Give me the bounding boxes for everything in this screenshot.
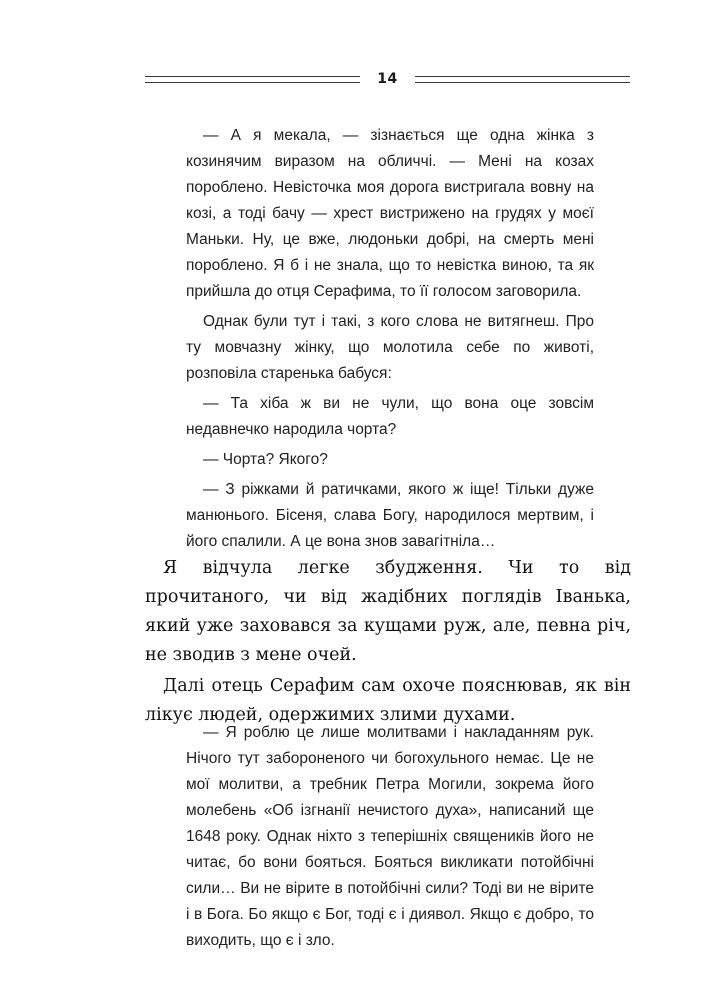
quote1-paragraph-3: — Та хіба ж ви не чули, що вона оце зовсім недавнечко народила чорта? xyxy=(186,395,594,438)
main-paragraph-2: Далі отець Серафим сам охоче пояснював, як він лікує людей, одержимих злими духами. xyxy=(145,676,631,725)
quote2-paragraph-1: — Я роблю це лише молитвами і накладанням рук. Нічого тут забороненого чи богохульного немає. Це не мої молитви, а требник Петра Могили, зокрема його молебень «Об ізгнанії нечистого духа», написаний ще 1648 року. Однак ніхто з теперішніх священиків його не читає, бо вони бояться. Бояться викликати потойбічні сили… Ви не вірите в потойбічні сили? Тоді ви не вірите і в Бога. Бо якщо є Бог, тоді є і диявол. Якщо є добро, то виходить, що є і зло. xyxy=(186,724,594,949)
quote1-paragraph-2: Однак були тут і такі, з кого слова не витягнеш. Про ту мовчазну жінку, що молотила себе по животі, розповіла старенька бабуся: xyxy=(186,313,594,382)
page-number: 14 xyxy=(377,71,398,87)
quote1-paragraph-4: — Чорта? Якого? xyxy=(203,451,328,468)
header-rule-right xyxy=(415,76,630,83)
quoted-excerpt-2 xyxy=(186,720,594,958)
quoted-excerpt-1 xyxy=(186,123,594,559)
quote1-paragraph-5: — З ріжками й ратичками, якого ж іще! Тільки дуже манюнього. Бісеня, слава Богу, народилося мертвим, і його спалили. А це вона знов завагітніла… xyxy=(186,481,594,550)
quote1-paragraph-1: — А я мекала, — зізнається ще одна жінка з козинячим виразом на обличчі. — Мені на козах пороблено. Невісточка моя дорога вистригала вовну на козі, а тоді бачу — хрест вистрижено на грудях у моєї Маньки. Ну, це вже, людоньки добрі, на смерть мені пороблено. Я б і не знала, що то невістка виною, та як прийшла до отця Серафима, то її голосом заговорила. xyxy=(186,127,594,300)
main-paragraph-1: Я відчула легке збудження. Чи то від прочитаного, чи від жадібних поглядів Іванька, який уже заховався за кущами руж, але, певна річ, не зводив з мене очей. xyxy=(145,558,631,665)
main-text xyxy=(145,554,631,730)
page-header xyxy=(145,72,630,92)
